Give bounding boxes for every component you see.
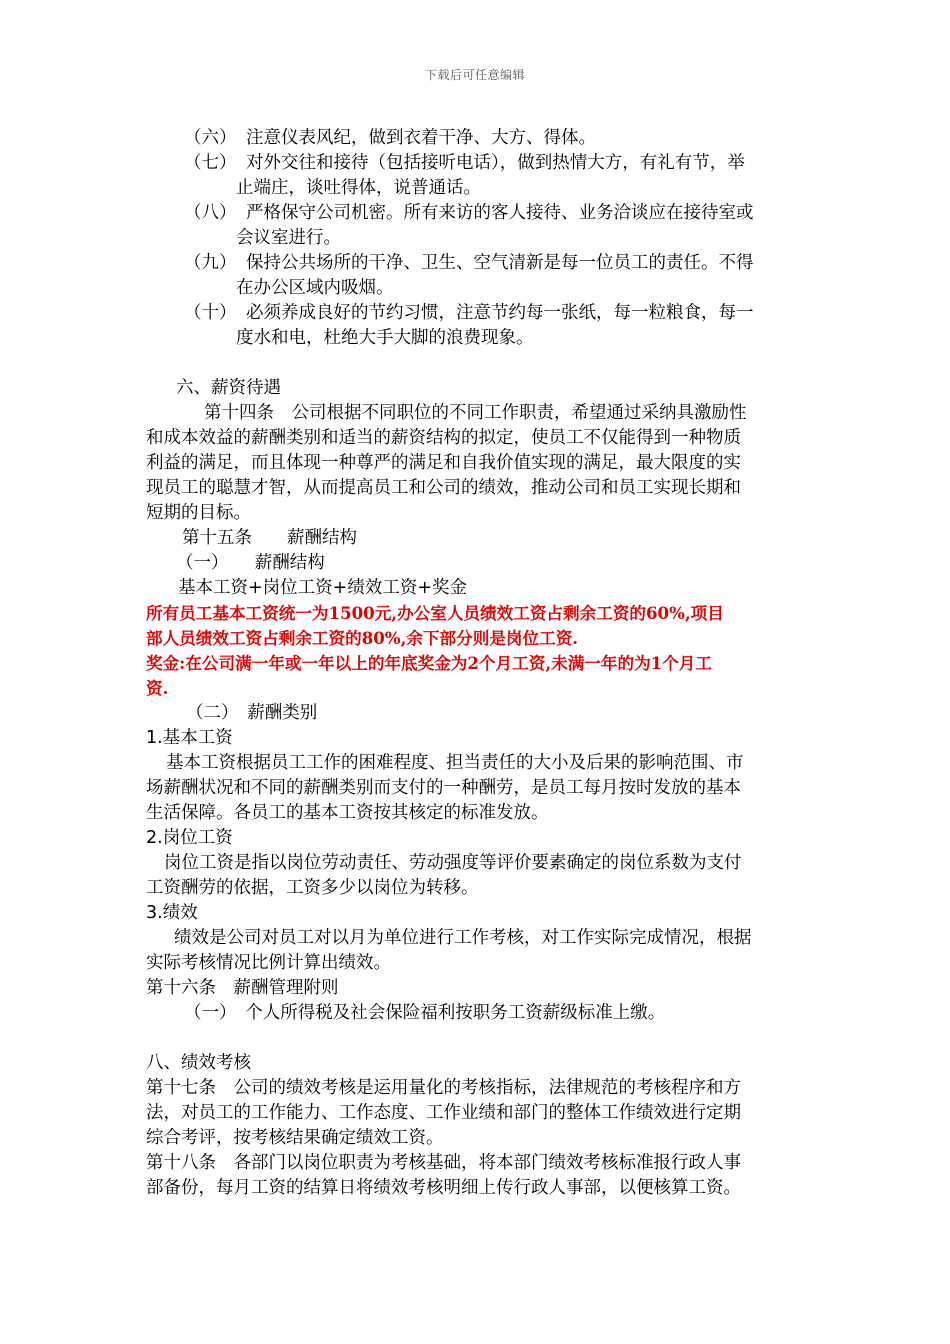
subsection-salary-category: （二） 薪酬类别 bbox=[186, 703, 318, 723]
page-header: 下载后可任意编辑 bbox=[424, 68, 525, 82]
rule-item bbox=[146, 301, 808, 351]
article-17-line: 法，对员工的工作能力、工作态度、工作业绩和部门的整体工作绩效进行定期 bbox=[146, 1103, 741, 1123]
article-14-line: 现员工的聪慧才智，从而提高员工和公司的绩效，推动公司和员工实现长期和 bbox=[146, 478, 741, 498]
subsection-salary-structure: （一） 薪酬结构 bbox=[176, 553, 325, 573]
rule-text-continued: 度水和电，杜绝大手大脚的浪费现象。 bbox=[236, 328, 534, 348]
article-16-heading: 第十六条 薪酬管理附则 bbox=[146, 978, 339, 998]
category-title: 1.基本工资 bbox=[146, 728, 233, 748]
highlight-note-line: 部人员绩效工资占剩余工资的80%,余下部分则是岗位工资. bbox=[146, 628, 579, 648]
rule-item bbox=[146, 151, 808, 201]
highlight-note-line: 奖金:在公司满一年或一年以上的年底奖金为2个月工资,未满一年的为1个月工 bbox=[146, 653, 712, 673]
rule-text-continued: 在办公区域内吸烟。 bbox=[236, 278, 394, 298]
document-body bbox=[146, 126, 808, 1201]
category-body-line: 岗位工资是指以岗位劳动责任、劳动强度等评价要素确定的岗位系数为支付 bbox=[164, 853, 742, 873]
rule-number: （九） bbox=[184, 253, 237, 273]
article-18-line: 第十八条 各部门以岗位职责为考核基础，将本部门绩效考核标准报行政人事 bbox=[146, 1153, 741, 1173]
category-body-line: 工资酬劳的依据，工资多少以岗位为转移。 bbox=[146, 878, 479, 898]
blank-line bbox=[146, 1026, 808, 1051]
rule-number: （七） bbox=[184, 153, 237, 173]
article-18-line: 部备份，每月工资的结算日将绩效考核明细上传行政人事部，以便核算工资。 bbox=[146, 1178, 741, 1198]
category-body-line: 基本工资根据员工工作的困难程度、担当责任的大小及后果的影响范围、市 bbox=[166, 753, 744, 773]
rule-text-continued: 会议室进行。 bbox=[236, 228, 341, 248]
rule-text: 保持公共场所的干净、卫生、空气清新是每一位员工的责任。不得 bbox=[246, 253, 754, 273]
rule-text: 必须养成良好的节约习惯，注意节约每一张纸，每一粒粮食，每一 bbox=[246, 303, 754, 323]
highlight-note-line: 所有员工基本工资统一为1500元,办公室人员绩效工资占剩余工资的60%,项目 bbox=[146, 603, 724, 623]
category-body-line: 绩效是公司对员工对以月为单位进行工作考核，对工作实际完成情况，根据 bbox=[174, 928, 752, 948]
category-body-line: 实际考核情况比例计算出绩效。 bbox=[146, 953, 391, 973]
article-17-line: 综合考评，按考核结果确定绩效工资。 bbox=[146, 1128, 444, 1148]
article-14-line: 第十四条 公司根据不同职位的不同工作职责，希望通过采纳具激励性 bbox=[204, 403, 747, 423]
category-title: 3.绩效 bbox=[146, 903, 198, 923]
rule-number: （八） bbox=[184, 203, 237, 223]
category-body-line: 生活保障。各员工的基本工资按其核定的标准发放。 bbox=[146, 803, 549, 823]
rule-text: 对外交往和接待（包括接听电话），做到热情大方，有礼有节，举 bbox=[246, 153, 745, 173]
article-14-line: 和成本效益的薪酬类别和适当的薪资结构的拟定，使员工不仅能得到一种物质 bbox=[146, 428, 741, 448]
rule-item bbox=[146, 126, 808, 151]
section-heading-performance: 八、绩效考核 bbox=[146, 1053, 251, 1073]
rule-number: （六） bbox=[184, 128, 237, 148]
rule-item bbox=[146, 201, 808, 251]
rule-text-continued: 止端庄，谈吐得体，说普通话。 bbox=[236, 178, 481, 198]
salary-formula: 基本工资+岗位工资+绩效工资+奖金 bbox=[178, 578, 467, 598]
rule-number: （十） bbox=[184, 303, 237, 323]
section-heading-salary: 六、薪资待遇 bbox=[176, 378, 281, 398]
category-title: 2.岗位工资 bbox=[146, 828, 233, 848]
blank-line bbox=[146, 351, 808, 376]
article-16-item: （一） 个人所得税及社会保险福利按职务工资薪级标准上缴。 bbox=[184, 1003, 666, 1023]
highlight-note-line: 资. bbox=[146, 678, 169, 698]
article-17-line: 第十七条 公司的绩效考核是运用量化的考核指标，法律规范的考核程序和方 bbox=[146, 1078, 741, 1098]
article-14-line: 利益的满足，而且体现一种尊严的满足和自我价值实现的满足，最大限度的实 bbox=[146, 453, 741, 473]
article-14-line: 短期的目标。 bbox=[146, 503, 251, 523]
rule-text: 注意仪表风纪，做到衣着干净、大方、得体。 bbox=[246, 128, 596, 148]
rule-text: 严格保守公司机密。所有来访的客人接待、业务洽谈应在接待室或 bbox=[246, 203, 754, 223]
category-body-line: 场薪酬状况和不同的薪酬类别而支付的一种酬劳，是员工每月按时发放的基本 bbox=[146, 778, 741, 798]
article-15-heading: 第十五条 薪酬结构 bbox=[182, 528, 357, 548]
rule-item bbox=[146, 251, 808, 301]
